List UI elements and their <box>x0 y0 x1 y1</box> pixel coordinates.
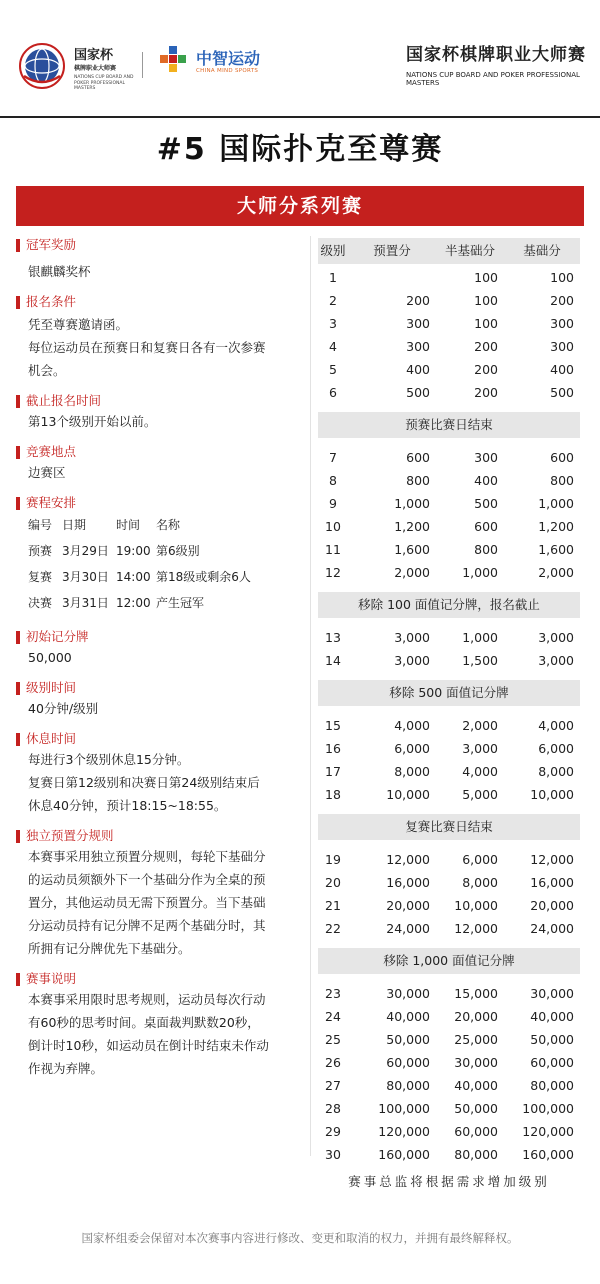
table-cell: 200 <box>474 385 498 400</box>
table-cell: 50,000 <box>530 1032 574 1047</box>
page-title: #5 国际扑克至尊赛 <box>156 132 444 167</box>
table-cell: 50,000 <box>386 1032 430 1047</box>
table-row <box>318 871 580 894</box>
section-title-ante-rule: 独立预置分规则 <box>16 827 306 845</box>
table-cell: 500 <box>474 496 498 511</box>
logo1-en: NATIONS CUP BOARD AND POKER PROFESSIONAL MASTERS <box>74 75 134 91</box>
table-cell: 4,000 <box>462 764 498 779</box>
schedule-header-cell: 日期 <box>62 518 87 532</box>
table-cell: 25 <box>325 1032 341 1047</box>
table-row <box>318 1005 580 1028</box>
table-cell: 5,000 <box>462 787 498 802</box>
table-cell: 600 <box>550 450 574 465</box>
table-row <box>318 538 580 561</box>
section-title-level-time: 级别时间 <box>16 679 306 697</box>
info-column <box>16 236 306 1080</box>
table-cell: 2 <box>329 293 337 308</box>
table-cell: 200 <box>474 339 498 354</box>
table-cell: 12 <box>325 565 341 580</box>
table-row <box>318 649 580 672</box>
table-cell: 20 <box>325 875 341 890</box>
table-cell: 60,000 <box>454 1124 498 1139</box>
notes-line: 倒计时10秒，如运动员在倒计时结束未作动 <box>28 1038 269 1053</box>
table-cell: 29 <box>325 1124 341 1139</box>
table-cell: 25,000 <box>454 1032 498 1047</box>
table-header-row <box>318 238 580 264</box>
table-cell: 28 <box>325 1101 341 1116</box>
blind-structure-table <box>318 238 580 1190</box>
table-cell: 24,000 <box>386 921 430 936</box>
notes-line: 本赛事采用限时思考规则，运动员每次行动 <box>28 992 266 1007</box>
table-row <box>318 626 580 649</box>
table-cell: 23 <box>325 986 341 1001</box>
table-row <box>318 1120 580 1143</box>
schedule-cell: 第18级或剩余6人 <box>156 570 251 584</box>
table-cell: 2,000 <box>394 565 430 580</box>
schedule-row <box>28 590 306 616</box>
schedule-header-cell: 名称 <box>156 518 181 532</box>
table-stage-note: 移除 100 面值记分牌，报名截止 <box>318 592 580 618</box>
table-stage-note: 复赛比赛日结束 <box>318 814 580 840</box>
table-row <box>318 1143 580 1166</box>
table-cell: 8,000 <box>538 764 574 779</box>
schedule-cell: 3月30日 <box>62 570 109 584</box>
china-mind-sports-en: CHINA MIND SPORTS <box>196 68 259 74</box>
table-cell: 60,000 <box>386 1055 430 1070</box>
table-row <box>318 783 580 806</box>
table-cell: 2,000 <box>538 565 574 580</box>
schedule-cell: 预赛 <box>28 544 53 558</box>
table-cell: 14 <box>325 653 341 668</box>
ante-rule-text <box>16 845 306 960</box>
table-cell: 30 <box>325 1147 341 1162</box>
entry-line: 每位运动员在预赛日和复赛日各有一次参赛 <box>28 340 266 355</box>
table-cell: 15,000 <box>454 986 498 1001</box>
table-cell: 500 <box>550 385 574 400</box>
table-cell: 1,000 <box>394 496 430 511</box>
brand-right <box>406 40 592 87</box>
entry-line: 凭至尊赛邀请函。 <box>28 317 129 332</box>
table-row <box>318 358 580 381</box>
ante-rule-line: 置分，其他运动员无需下预置分。当下基础 <box>28 895 266 910</box>
table-row <box>318 737 580 760</box>
table-cell: 30,000 <box>530 986 574 1001</box>
table-cell: 160,000 <box>522 1147 574 1162</box>
table-cell: 27 <box>325 1078 341 1093</box>
table-cell: 300 <box>406 316 430 331</box>
table-row <box>318 446 580 469</box>
table-cell: 400 <box>406 362 430 377</box>
table-cell: 200 <box>474 362 498 377</box>
table-cell: 300 <box>406 339 430 354</box>
table-cell: 30,000 <box>454 1055 498 1070</box>
china-mind-sports-cn: 中智运动 <box>196 49 261 68</box>
notes-line: 作视为弃牌。 <box>28 1061 104 1076</box>
table-row <box>318 381 580 404</box>
brand-right-en: NATIONS CUP BOARD AND POKER PROFESSIONAL MASTERS <box>406 71 580 87</box>
table-cell: 6,000 <box>394 741 430 756</box>
table-cell: 800 <box>406 473 430 488</box>
schedule-cell: 决赛 <box>28 596 53 610</box>
table-cell: 7 <box>329 450 337 465</box>
table-row <box>318 760 580 783</box>
table-cell: 8,000 <box>394 764 430 779</box>
table-cell: 1,200 <box>538 519 574 534</box>
table-cell: 8 <box>329 473 337 488</box>
schedule-header-row <box>28 512 306 538</box>
nations-cup-logo-text <box>74 44 134 92</box>
table-row <box>318 1097 580 1120</box>
table-row <box>318 1028 580 1051</box>
ante-rule-line: 的运动员须额外下一个基础分作为全桌的预 <box>28 872 266 887</box>
table-cell <box>348 266 430 289</box>
table-cell: 100 <box>474 316 498 331</box>
entry-text <box>16 313 306 382</box>
table-cell: 3,000 <box>538 653 574 668</box>
table-cell: 4,000 <box>394 718 430 733</box>
section-title-schedule: 赛程安排 <box>16 494 306 512</box>
schedule-cell: 产生冠军 <box>156 596 205 610</box>
table-cell: 1,200 <box>394 519 430 534</box>
table-cell: 24,000 <box>530 921 574 936</box>
column-divider <box>310 236 311 1156</box>
header-rule <box>0 116 600 118</box>
table-cell: 100 <box>474 293 498 308</box>
table-cell: 500 <box>406 385 430 400</box>
schedule-cell: 3月31日 <box>62 596 109 610</box>
table-cell: 1,600 <box>538 542 574 557</box>
table-cell: 120,000 <box>378 1124 430 1139</box>
table-row <box>318 312 580 335</box>
table-cell: 1,000 <box>538 496 574 511</box>
table-cell: 1,600 <box>394 542 430 557</box>
table-cell: 3,000 <box>462 741 498 756</box>
section-title-notes: 赛事说明 <box>16 970 306 988</box>
table-cell: 40,000 <box>386 1009 430 1024</box>
table-row <box>318 335 580 358</box>
schedule-cell: 第6级别 <box>156 544 200 558</box>
table-cell: 6,000 <box>538 741 574 756</box>
table-cell: 10,000 <box>530 787 574 802</box>
table-cell: 3,000 <box>394 630 430 645</box>
notes-text <box>16 988 306 1080</box>
table-cell: 19 <box>325 852 341 867</box>
table-cell: 18 <box>325 787 341 802</box>
table-cell: 800 <box>474 542 498 557</box>
schedule-cell: 19:00 <box>116 544 151 558</box>
table-cell: 20,000 <box>530 898 574 913</box>
table-cell: 12,000 <box>454 921 498 936</box>
notes-line: 有60秒的思考时间。桌面裁判默数20秒， <box>28 1015 260 1030</box>
header <box>0 0 600 104</box>
table-cell: 15 <box>325 718 341 733</box>
table-cell: 8,000 <box>462 875 498 890</box>
section-title-entry: 报名条件 <box>16 293 306 311</box>
table-footnote: 赛事总监将根据需求增加级别 <box>348 1174 550 1189</box>
table-cell: 16,000 <box>530 875 574 890</box>
disclaimer: 国家杯组委会保留对本次赛事内容进行修改、变更和取消的权力，并拥有最终解释权。 <box>81 1231 519 1245</box>
table-row <box>318 982 580 1005</box>
table-row <box>318 289 580 312</box>
table-cell: 300 <box>550 339 574 354</box>
table-body <box>318 266 580 1166</box>
table-cell: 1,000 <box>462 565 498 580</box>
table-row <box>318 469 580 492</box>
section-title-break: 休息时间 <box>16 730 306 748</box>
venue-text: 边赛区 <box>28 465 66 480</box>
table-cell: 21 <box>325 898 341 913</box>
table-cell: 80,000 <box>530 1078 574 1093</box>
schedule-cell: 3月29日 <box>62 544 109 558</box>
table-cell: 16 <box>325 741 341 756</box>
table-cell: 120,000 <box>522 1124 574 1139</box>
table-cell: 4,000 <box>538 718 574 733</box>
table-header-cell: 基础分 <box>523 243 561 258</box>
table-cell: 13 <box>325 630 341 645</box>
table-cell: 600 <box>474 519 498 534</box>
table-stage-note: 预赛比赛日结束 <box>318 412 580 438</box>
table-cell: 3 <box>329 316 337 331</box>
table-row <box>318 1074 580 1097</box>
logo1-cn: 国家杯 <box>74 48 114 63</box>
table-header-cell: 级别 <box>320 243 346 258</box>
deadline-text: 第13个级别开始以前。 <box>28 414 157 429</box>
table-cell: 4 <box>329 339 337 354</box>
table-cell: 100 <box>550 270 574 285</box>
table-cell: 600 <box>406 450 430 465</box>
table-row <box>318 714 580 737</box>
series-banner: 大师分系列赛 <box>16 186 584 226</box>
table-stage-note: 移除 1,000 面值记分牌 <box>318 948 580 974</box>
table-row <box>318 515 580 538</box>
prize-text: 银麒麟奖杯 <box>28 264 91 279</box>
schedule-cell: 14:00 <box>116 570 151 584</box>
table-cell: 200 <box>550 293 574 308</box>
table-row <box>318 561 580 584</box>
schedule-cell: 复赛 <box>28 570 53 584</box>
table-cell: 1,500 <box>462 653 498 668</box>
break-line: 复赛日第12级别和决赛日第24级别结束后 <box>28 775 260 790</box>
table-cell: 20,000 <box>386 898 430 913</box>
table-row <box>318 917 580 940</box>
section-title-chips: 初始记分牌 <box>16 628 306 646</box>
break-text <box>16 748 306 817</box>
section-title-deadline: 截止报名时间 <box>16 392 306 410</box>
table-cell: 5 <box>329 362 337 377</box>
table-cell: 11 <box>325 542 341 557</box>
table-cell: 24 <box>325 1009 341 1024</box>
schedule-row <box>28 564 306 590</box>
table-cell: 9 <box>329 496 337 511</box>
break-line: 每进行3个级别休息15分钟。 <box>28 752 190 767</box>
table-cell: 100,000 <box>378 1101 430 1116</box>
ante-rule-line: 所拥有记分牌优先下基础分。 <box>28 941 191 956</box>
table-cell: 80,000 <box>386 1078 430 1093</box>
section-title-venue: 竞赛地点 <box>16 443 306 461</box>
table-cell: 12,000 <box>530 852 574 867</box>
table-stage-note: 移除 500 面值记分牌 <box>318 680 580 706</box>
table-cell: 160,000 <box>378 1147 430 1162</box>
china-mind-sports-mosaic-icon <box>160 46 186 72</box>
level-time-text: 40分钟/级别 <box>28 701 99 716</box>
table-cell: 60,000 <box>530 1055 574 1070</box>
table-cell: 1 <box>329 270 337 285</box>
schedule-row <box>28 538 306 564</box>
table-row <box>318 848 580 871</box>
table-cell: 40,000 <box>530 1009 574 1024</box>
table-cell: 300 <box>474 450 498 465</box>
table-cell: 30,000 <box>386 986 430 1001</box>
table-cell: 3,000 <box>394 653 430 668</box>
schedule-table <box>16 512 306 616</box>
table-cell: 20,000 <box>454 1009 498 1024</box>
table-cell: 10,000 <box>454 898 498 913</box>
table-cell: 17 <box>325 764 341 779</box>
table-header-cell: 预置分 <box>373 243 411 258</box>
table-cell: 10 <box>325 519 341 534</box>
table-cell: 1,000 <box>462 630 498 645</box>
table-cell: 100 <box>474 270 498 285</box>
table-row <box>318 266 580 289</box>
table-cell: 22 <box>325 921 341 936</box>
schedule-header-cell: 时间 <box>116 518 141 532</box>
entry-line: 机会。 <box>28 363 66 378</box>
table-cell: 400 <box>474 473 498 488</box>
table-cell: 50,000 <box>454 1101 498 1116</box>
logo1-sub: 棋牌职业大师赛 <box>74 65 117 72</box>
table-row <box>318 1051 580 1074</box>
table-cell: 100,000 <box>522 1101 574 1116</box>
table-cell: 200 <box>406 293 430 308</box>
header-divider <box>142 52 143 78</box>
break-line: 休息40分钟，预计18:15~18:55。 <box>28 798 227 813</box>
section-title-prize: 冠军奖励 <box>16 236 306 254</box>
table-cell: 800 <box>550 473 574 488</box>
brand-right-cn: 国家杯棋牌职业大师赛 <box>406 45 586 65</box>
schedule-header-cell: 编号 <box>28 518 53 532</box>
table-cell: 3,000 <box>538 630 574 645</box>
table-cell: 40,000 <box>454 1078 498 1093</box>
table-cell: 6 <box>329 385 337 400</box>
table-cell: 80,000 <box>454 1147 498 1162</box>
table-cell: 26 <box>325 1055 341 1070</box>
table-cell: 300 <box>550 316 574 331</box>
table-cell: 12,000 <box>386 852 430 867</box>
table-header-cell: 半基础分 <box>444 243 495 258</box>
table-row <box>318 492 580 515</box>
ante-rule-line: 本赛事采用独立预置分规则，每轮下基础分 <box>28 849 266 864</box>
ante-rule-line: 分运动员持有记分牌不足两个基础分时，其 <box>28 918 266 933</box>
table-cell: 6,000 <box>462 852 498 867</box>
table-cell: 16,000 <box>386 875 430 890</box>
table-cell: 10,000 <box>386 787 430 802</box>
nations-cup-emblem-icon <box>18 42 66 90</box>
chips-text: 50,000 <box>28 650 72 665</box>
table-cell: 400 <box>550 362 574 377</box>
table-row <box>318 894 580 917</box>
schedule-cell: 12:00 <box>116 596 151 610</box>
table-cell: 2,000 <box>462 718 498 733</box>
